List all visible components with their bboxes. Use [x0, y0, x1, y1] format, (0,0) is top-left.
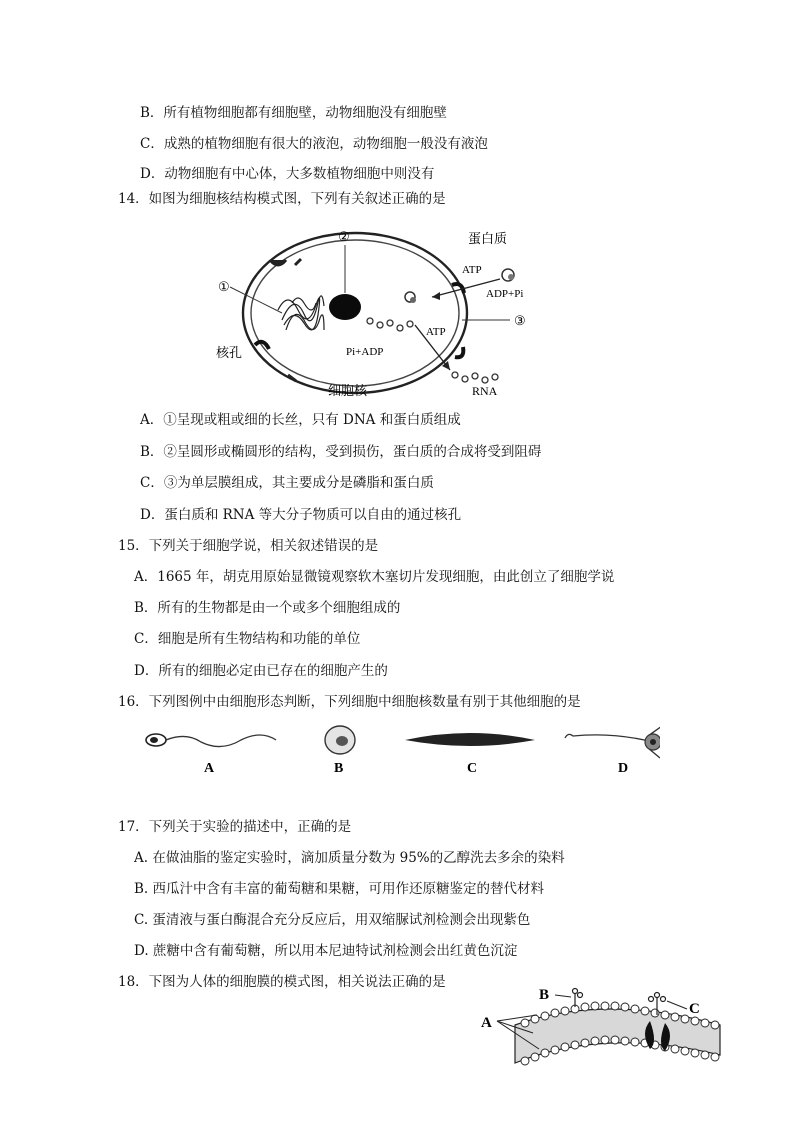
chromatin	[278, 296, 324, 330]
cell-c-spindle	[405, 733, 535, 746]
q15-option-d: D．所有的细胞必定由已存在的细胞产生的	[134, 663, 388, 679]
label-3: ③	[514, 313, 526, 328]
q17-stem: 17．下列关于实验的描述中，正确的是	[118, 819, 352, 835]
q13-option-b: B．所有植物细胞都有细胞壁，动物细胞没有细胞壁	[140, 105, 447, 121]
q14-stem: 14．如图为细胞核结构模式图，下列有关叙述正确的是	[118, 191, 446, 207]
nucleolus	[329, 294, 361, 320]
q17-option-b: B. 西瓜汁中含有丰富的葡萄糖和果糖，可用作还原糖鉴定的替代材料	[134, 881, 545, 897]
label-rna: RNA	[472, 384, 498, 398]
label-atp-top: ATP	[462, 264, 482, 276]
q15-option-b: B．所有的生物都是由一个或多个细胞组成的	[134, 600, 401, 616]
q15-stem: 15．下列关于细胞学说，相关叙述错误的是	[118, 538, 379, 554]
nucleus-structure-figure	[200, 225, 570, 400]
q15-option-a: A．1665 年，胡克用原始显微镜观察软木塞切片发现细胞，由此创立了细胞学说	[134, 569, 615, 585]
membrane-label-c: C	[689, 1001, 700, 1017]
label-2: ②	[338, 229, 350, 244]
cell-shapes-figure	[140, 720, 660, 782]
q14-option-d: D．蛋白质和 RNA 等大分子物质可以自由的通过核孔	[140, 507, 462, 523]
label-pore: 核孔	[216, 345, 243, 360]
rna-chain-outside	[452, 372, 498, 383]
q13-option-c: C．成熟的植物细胞有很大的液泡，动物细胞一般没有液泡	[140, 136, 488, 152]
q14-option-c: C．③为单层膜组成，其主要成分是磷脂和蛋白质	[140, 475, 434, 491]
membrane-label-b: B	[539, 987, 550, 1003]
rna-chain-inside	[367, 318, 413, 331]
q17-option-c: C. 蛋清液与蛋白酶混合充分反应后，用双缩脲试剂检测会出现紫色	[134, 912, 531, 928]
q16-stem: 16．下列图例中由细胞形态判断，下列细胞中细胞核数量有别于其他细胞的是	[118, 694, 581, 710]
cell-label-b: B	[334, 761, 344, 776]
cell-a-sperm	[146, 734, 276, 747]
q18-stem: 18．下图为人体的细胞膜的模式图，相关说法正确的是	[118, 974, 446, 990]
cell-d-neuron	[565, 726, 660, 758]
cell-membrane-figure	[475, 985, 735, 1085]
q17-option-d: D. 蔗糖中含有葡萄糖，所以用本尼迪特试剂检测会出红黄色沉淀	[134, 943, 518, 959]
cell-label-c: C	[467, 761, 478, 776]
label-nucleus: 细胞核	[328, 383, 368, 398]
cell-label-a: A	[204, 761, 215, 776]
q17-option-a: A. 在做油脂的鉴定实验时，滴加质量分数为 95%的乙醇洗去多余的染料	[134, 850, 565, 866]
membrane-label-a: A	[481, 1015, 492, 1031]
nuclear-pore-top-left	[270, 260, 286, 265]
label-pi-adp: Pi+ADP	[346, 346, 384, 358]
glycoprotein-chain-b	[573, 989, 583, 1008]
label-protein: 蛋白质	[468, 231, 508, 246]
label-atp-mid: ATP	[426, 326, 446, 338]
cell-b-round	[325, 726, 355, 754]
label-1: ①	[218, 279, 230, 294]
q13-option-d: D．动物细胞有中心体，大多数植物细胞中则没有	[140, 166, 435, 182]
q15-option-c: C．细胞是所有生物结构和功能的单位	[134, 631, 361, 647]
q14-option-a: A．①呈现或粗或细的长丝，只有 DNA 和蛋白质组成	[140, 412, 461, 428]
cell-label-d: D	[618, 761, 629, 776]
q14-option-b: B．②呈圆形或椭圆形的结构，受到损伤，蛋白质的合成将受到阻碍	[140, 444, 542, 460]
label-adp-pi: ADP+Pi	[486, 288, 524, 300]
